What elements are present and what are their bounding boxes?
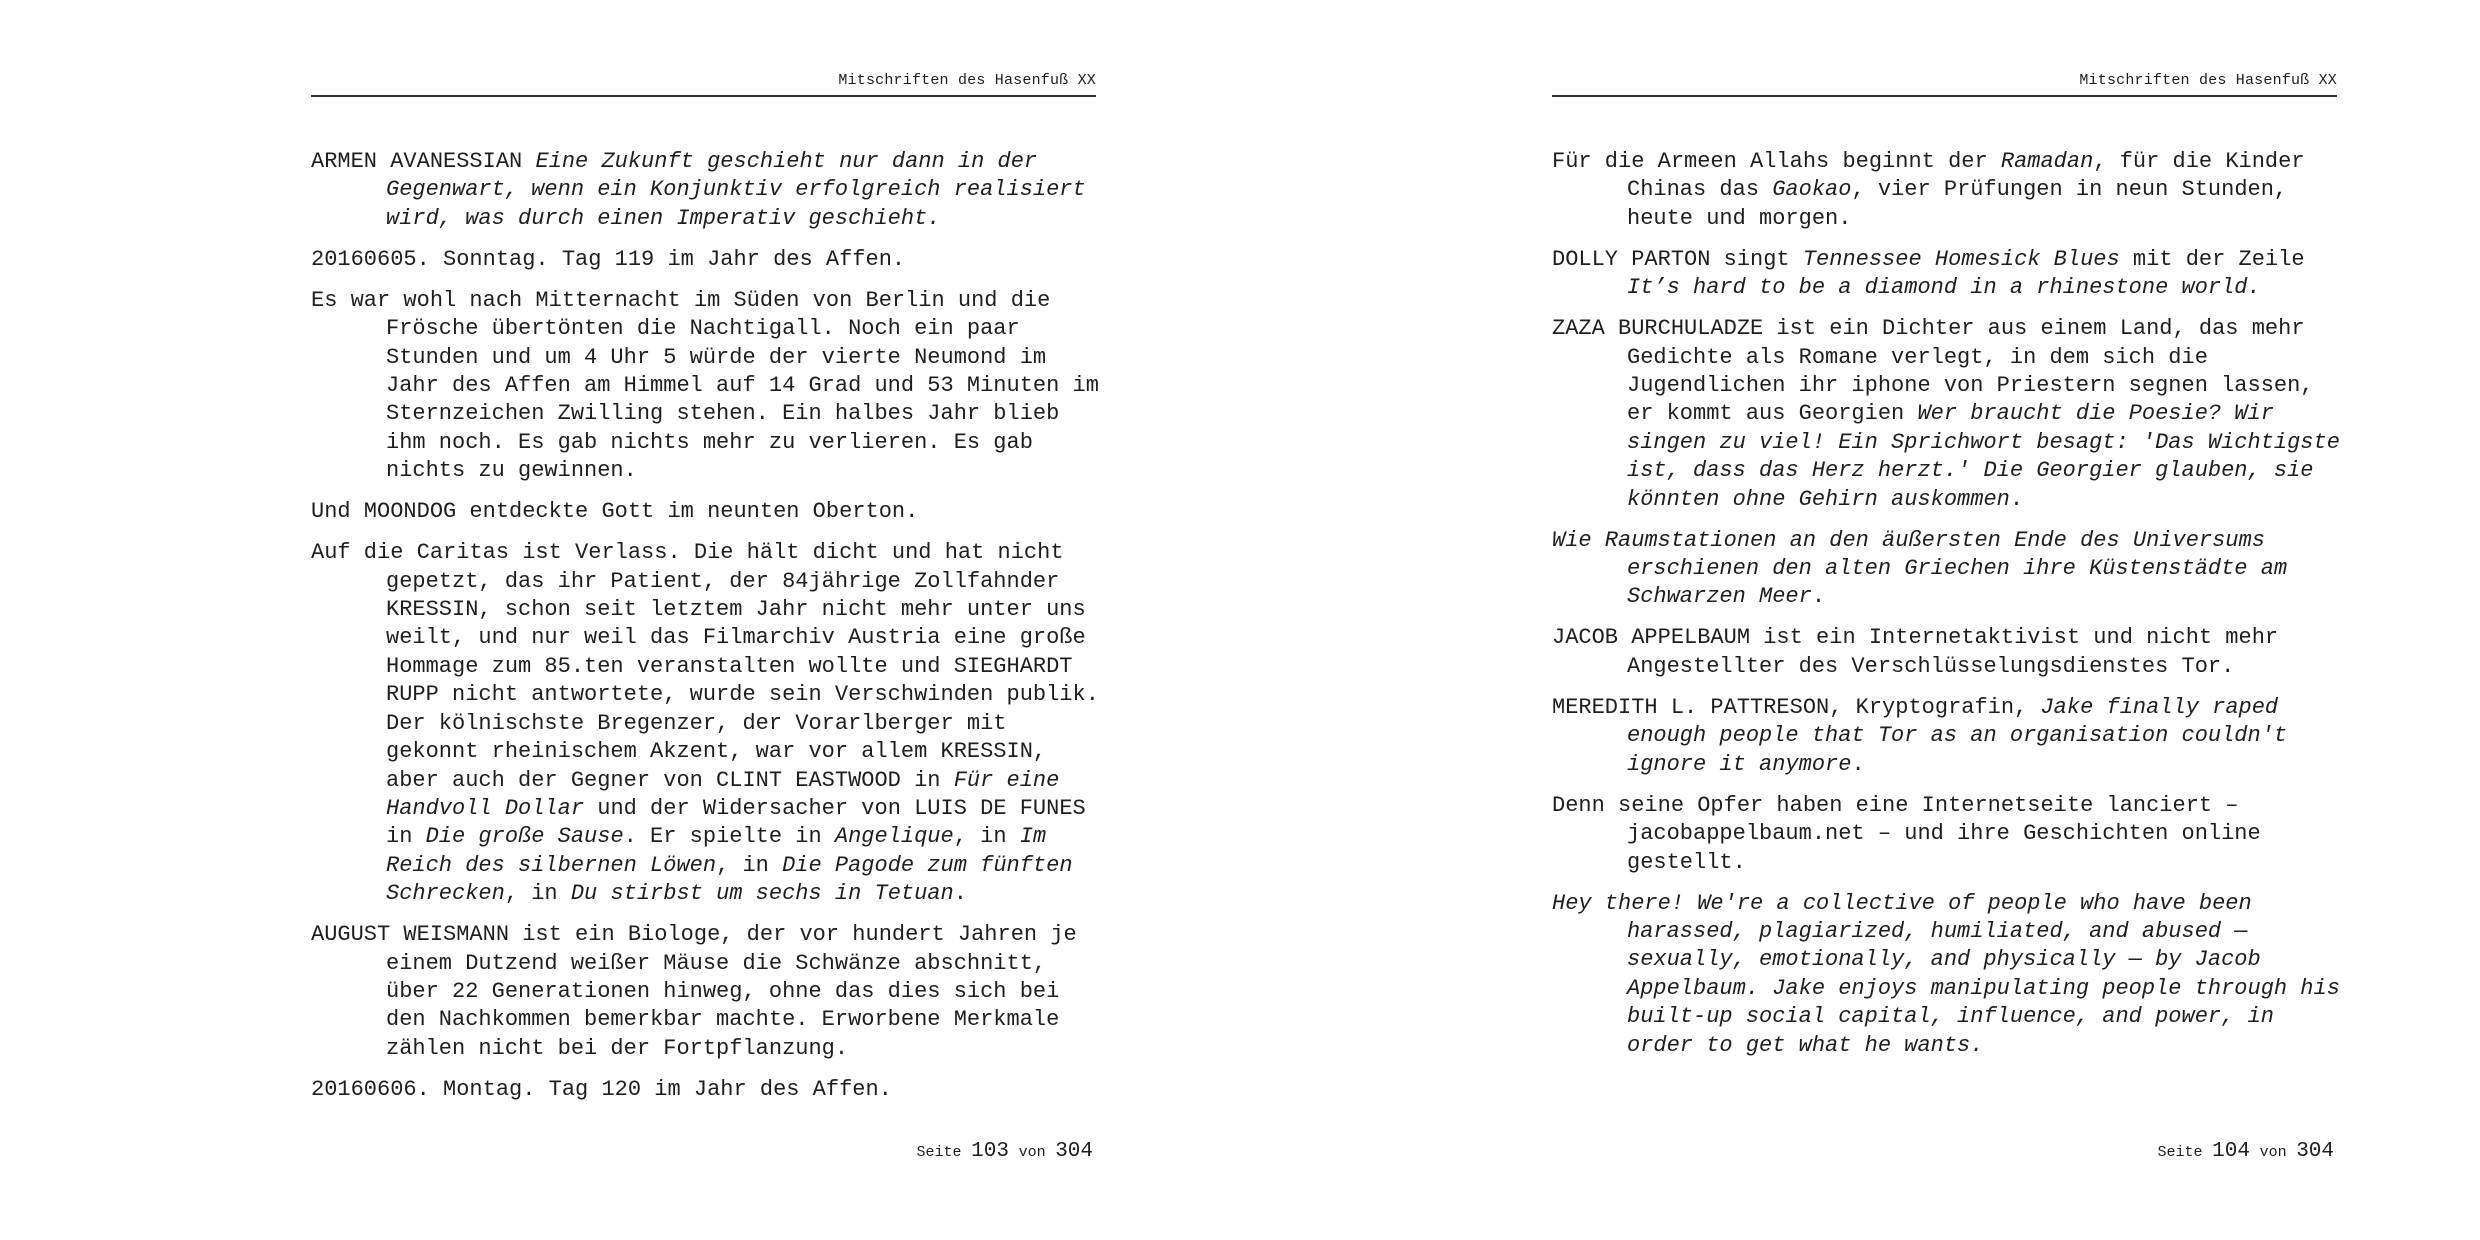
text-run: weilt, und nur weil das Filmarchiv Austria eine große <box>386 625 1086 651</box>
page-number: 103 <box>971 1140 1009 1163</box>
text-run: in <box>386 824 426 850</box>
footer-von-label: von <box>2259 1144 2287 1161</box>
text-run: 20160606. Montag. Tag 120 im Jahr des Affen. <box>311 1076 892 1102</box>
text-run: . <box>1811 584 1826 610</box>
footer-seite-label: Seite <box>2157 1144 2203 1161</box>
text-run: Schwarzen Meer <box>1627 584 1812 610</box>
text-run: Stunden und um 4 Uhr 5 würde der vierte Neumond im <box>386 344 1047 370</box>
text-run: , für die Kinder <box>2093 149 2305 174</box>
text-run: , in <box>504 881 571 907</box>
right-page <box>1552 0 2340 1240</box>
text-run: , in <box>716 852 783 878</box>
text-run: Jugendlichen ihr iphone von Priestern segnen lassen, <box>1627 373 2314 399</box>
paragraph <box>311 539 1099 908</box>
paragraph <box>1552 624 2337 681</box>
text-run: aber auch der Gegner von CLINT EASTWOOD in <box>386 767 954 793</box>
text-run: Für die Armeen Allahs beginnt der <box>1552 149 2001 174</box>
paragraph <box>1552 792 2337 877</box>
page-total: 304 <box>2296 1140 2334 1163</box>
text-run: Angelique <box>834 824 954 850</box>
text-run: Denn seine Opfer haben eine Internetseite lanciert – <box>1552 792 2239 818</box>
text-run: nichts zu gewinnen. <box>386 458 637 484</box>
text-run: , in <box>953 824 1020 850</box>
text-run: It’s hard to be a diamond in a rhinestone world. <box>1627 275 2261 301</box>
text-run: ihm noch. Es gab nichts mehr zu verlieren. Es gab <box>386 429 1033 455</box>
text-run: Und MOONDOG entdeckte Gott im neunten Oberton. <box>311 499 919 525</box>
text-run: wird, was durch einen Imperativ geschieht. <box>386 205 941 231</box>
text-run: DOLLY PARTON singt <box>1552 246 1803 272</box>
text-run: KRESSIN, schon seit letztem Jahr nicht mehr unter uns <box>386 597 1086 623</box>
text-run: Handvoll Dollar <box>386 795 585 821</box>
paragraph <box>311 921 1096 1063</box>
text-run: AUGUST WEISMANN ist ein Biologe, der vor hundert Jahren je <box>311 922 1077 948</box>
text-run: gekonnt rheinischem Akzent, war vor allem KRESSIN, <box>386 739 1047 765</box>
text-run: . Er spielte in <box>623 824 835 850</box>
text-run: Im <box>1019 824 1047 850</box>
text-run: Gedichte als Romane verlegt, in dem sich die <box>1627 344 2208 370</box>
paragraph <box>1552 890 2340 1060</box>
left-page <box>311 0 1099 1240</box>
text-run: Gaokao <box>1772 177 1852 203</box>
text-run: Wer braucht die Poesie? Wir <box>1917 401 2274 427</box>
text-run: heute und morgen. <box>1627 205 1852 231</box>
footer-von-label: von <box>1018 1144 1046 1161</box>
text-run: , vier Prüfungen in neun Stunden, <box>1851 177 2288 203</box>
text-run: Du stirbst um sechs in Tetuan <box>570 881 954 907</box>
text-run: Der kölnischste Bregenzer, der Vorarlberger mit <box>386 710 1007 736</box>
footer-seite-label: Seite <box>916 1144 962 1161</box>
text-run: order to get what he wants. <box>1627 1032 1984 1058</box>
text-run: Die Pagode zum fünften <box>782 852 1073 878</box>
page-body <box>1552 148 2340 1073</box>
text-run: RUPP nicht antwortete, wurde sein Verschwinden publik. <box>386 682 1099 708</box>
text-run: mit der Zeile <box>2119 246 2305 272</box>
text-run: Auf die Caritas ist Verlass. Die hält dicht und hat nicht <box>311 540 1064 566</box>
text-run: harassed, plagiarized, humiliated, and abused — <box>1627 918 2248 944</box>
text-run: den Nachkommen bemerkbar machte. Erworbene Merkmale <box>386 1007 1060 1033</box>
paragraph <box>311 148 1096 233</box>
text-run: Hommage zum 85.ten veranstalten wollte und SIEGHARDT <box>386 653 1073 679</box>
text-run: MEREDITH L. PATTRESON, Kryptografin, <box>1552 694 2041 720</box>
text-run: Die große Sause <box>425 824 624 850</box>
paragraph <box>1552 315 2340 514</box>
text-run: Es war wohl nach Mitternacht im Süden von Berlin und die <box>311 287 1051 313</box>
text-run: enough people that Tor as an organisation couldn't <box>1627 723 2288 749</box>
text-run: sexually, emotionally, and physically — by Jacob <box>1627 947 2261 973</box>
paragraph <box>311 287 1099 486</box>
page-footer <box>311 1140 1093 1163</box>
text-run: Tennessee Homesick Blues <box>1802 246 2120 272</box>
text-run: Frösche übertönten die Nachtigall. Noch ein paar <box>386 316 1020 342</box>
text-run: könnten ohne Gehirn auskommen <box>1627 486 2010 512</box>
paragraph <box>1552 246 2337 303</box>
running-header: Mitschriften des Hasenfuß XX <box>1552 72 2337 97</box>
paragraph <box>311 246 1096 274</box>
text-run: ZAZA BURCHULADZE ist ein Dichter aus einem Land, das mehr <box>1552 316 2305 342</box>
text-run: Für eine <box>953 767 1060 793</box>
text-run: singen zu viel! Ein Sprichwort besagt: 'Das Wichtigste <box>1627 429 2340 455</box>
text-run: erschienen den alten Griechen ihre Küstenstädte am <box>1627 556 2288 582</box>
text-run: . <box>2009 486 2024 512</box>
text-run: Jake finally raped <box>2040 694 2279 720</box>
text-run: . <box>953 881 967 907</box>
text-run: Wie Raumstationen an den äußersten Ende des Universums <box>1552 527 2265 553</box>
text-run: Ramadan <box>2000 149 2094 174</box>
text-run: Reich des silbernen Löwen <box>386 852 717 878</box>
text-run: gestellt. <box>1627 849 1746 875</box>
page-body <box>311 148 1099 1117</box>
text-run: einem Dutzend weißer Mäuse die Schwänze abschnitt, <box>386 950 1047 976</box>
text-run: jacobappelbaum.net – und ihre Geschichten online <box>1627 821 2261 847</box>
text-run: Eine Zukunft geschieht nur dann in der <box>535 149 1038 174</box>
text-run: Hey there! We're a collective of people who have been <box>1552 890 2252 916</box>
text-run: ARMEN AVANESSIAN <box>311 149 536 174</box>
text-run: Angestellter des Verschlüsselungsdienstes Tor. <box>1627 653 2235 679</box>
text-run: zählen nicht bei der Fortpflanzung. <box>386 1035 849 1061</box>
page-footer <box>1552 1140 2334 1163</box>
text-run: und der Widersacher von LUIS DE FUNES <box>584 795 1086 821</box>
paragraph <box>1552 527 2337 612</box>
text-run: Sternzeichen Zwilling stehen. Ein halbes Jahr blieb <box>386 401 1060 427</box>
text-run: Schrecken <box>386 881 505 907</box>
text-run: über 22 Generationen hinweg, ohne das dies sich bei <box>386 978 1060 1004</box>
paragraph <box>311 498 1096 526</box>
text-run: gepetzt, das ihr Patient, der 84jährige Zollfahnder <box>386 568 1060 594</box>
running-header: Mitschriften des Hasenfuß XX <box>311 72 1096 97</box>
text-run: 20160605. Sonntag. Tag 119 im Jahr des Affen. <box>311 246 906 272</box>
text-run: ist, dass das Herz herzt.' Die Georgier glauben, sie <box>1627 458 2314 484</box>
paragraph <box>1552 148 2337 233</box>
text-run: Gegenwart, wenn ein Konjunktiv erfolgreich realisiert <box>386 177 1086 203</box>
text-run: built-up social capital, influence, and power, in <box>1627 1004 2274 1030</box>
text-run: JACOB APPELBAUM ist ein Internetaktivist und nicht mehr <box>1552 625 2279 651</box>
text-run: Jahr des Affen am Himmel auf 14 Grad und 53 Minuten im <box>386 373 1099 399</box>
text-run: ignore it anymore <box>1627 751 1852 777</box>
text-run: . <box>1851 751 1865 777</box>
text-run: er kommt aus Georgien <box>1627 401 1918 427</box>
page-number: 104 <box>2212 1140 2250 1163</box>
text-run: Appelbaum. Jake enjoys manipulating people through his <box>1627 975 2340 1001</box>
page-total: 304 <box>1055 1140 1093 1163</box>
paragraph <box>311 1076 1096 1104</box>
text-run: Chinas das <box>1627 177 1773 203</box>
paragraph <box>1552 694 2337 779</box>
